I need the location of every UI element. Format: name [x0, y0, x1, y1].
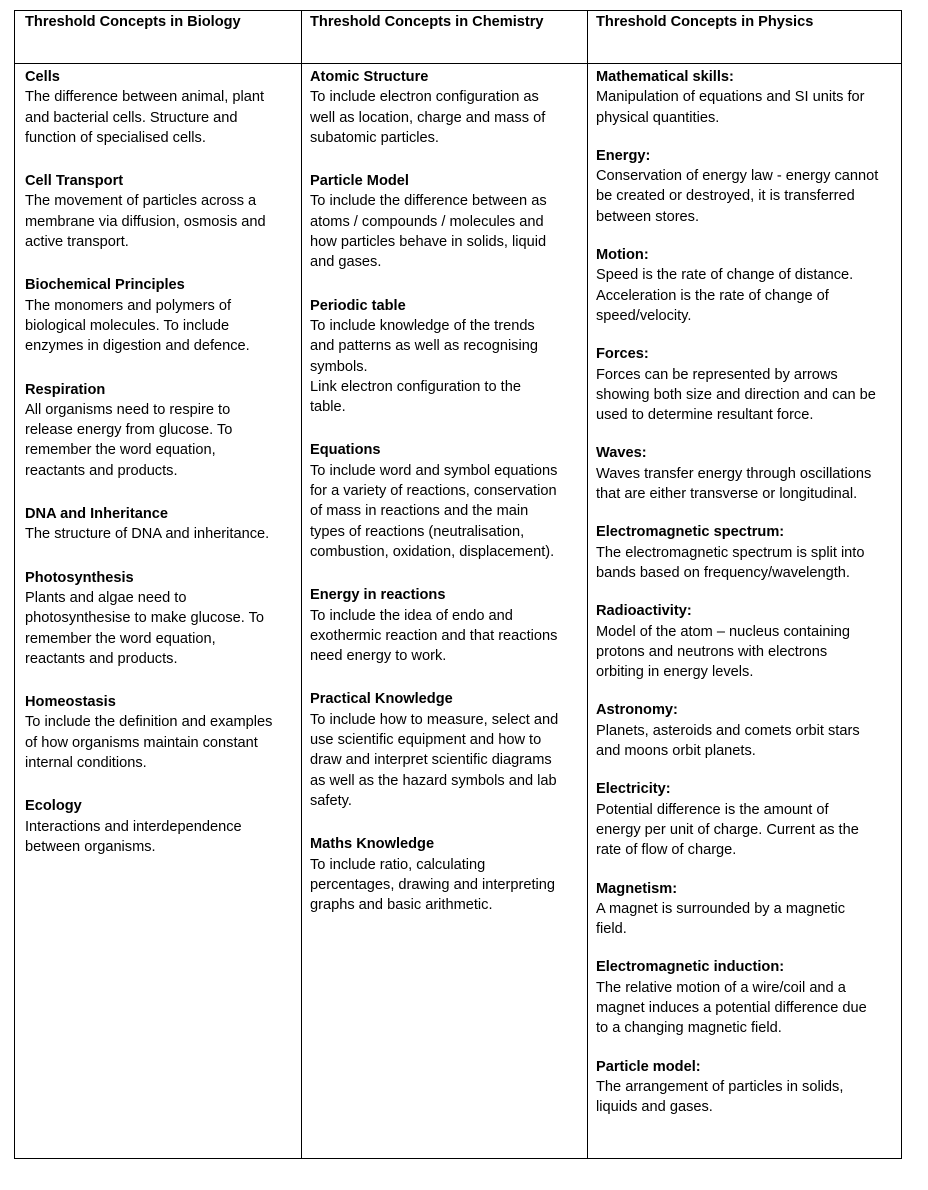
- concept-description: Manipulation of equations and SI units for physical quantities.: [596, 89, 865, 126]
- concept-description: The monomers and polymers of biological molecules. To include enzymes in digestion and defence.: [25, 297, 250, 355]
- concept-item: [596, 1057, 899, 1118]
- concept-description: To include word and symbol equations for a variety of reactions, conservation of mass in reactions and the main types of reactions (neutralisation, combustion, oxidation, displacement).: [310, 462, 558, 560]
- concept-description: All organisms need to respire to release energy from glucose. To remember the word equation, reactants and products.: [25, 401, 233, 479]
- concept-title: Mathematical skills:: [596, 69, 734, 85]
- concept-item: [310, 585, 587, 666]
- concept-item: [25, 67, 301, 148]
- concept-description: A magnet is surrounded by a magnetic field.: [596, 900, 846, 938]
- concept-item: [25, 171, 301, 252]
- concept-title: Waves:: [596, 445, 647, 462]
- concept-description: To include knowledge of the trends and patterns as well as recognising symbols. Link electron configuration to the table.: [310, 317, 538, 416]
- concept-description: Interactions and interdependence between organisms.: [25, 818, 242, 855]
- biology-header: Threshold Concepts in Biology: [25, 14, 241, 30]
- concept-title: Photosynthesis: [25, 569, 134, 586]
- concept-title: Atomic Structure: [310, 69, 429, 85]
- concept-title: Electromagnetic induction:: [596, 959, 785, 976]
- concept-item: [596, 601, 899, 682]
- concept-item: [596, 779, 899, 860]
- concept-title: Particle model:: [596, 1058, 701, 1075]
- concept-title: Maths Knowledge: [310, 836, 435, 853]
- concept-item: [310, 834, 587, 915]
- concept-item: [596, 443, 899, 504]
- concept-title: Biochemical Principles: [25, 277, 185, 294]
- concept-title: DNA and Inheritance: [25, 506, 168, 523]
- concept-description: Planets, asteroids and comets orbit stars and moons orbit planets.: [596, 722, 860, 760]
- concept-title: Equations: [310, 442, 381, 459]
- concept-title: Radioactivity:: [596, 603, 692, 620]
- concept-description: The movement of particles across a membrane via diffusion, osmosis and active transport.: [25, 193, 266, 251]
- concept-item: [596, 67, 899, 128]
- concept-description: To include the difference between as atoms / compounds / molecules and how particles behave in solids, liquid and gases.: [310, 193, 547, 271]
- concept-item: [310, 296, 587, 418]
- concept-description: The relative motion of a wire/coil and a magnet induces a potential difference due to a changing magnetic field.: [596, 979, 867, 1037]
- physics-column: [587, 11, 903, 1158]
- concept-title: Electromagnetic spectrum:: [596, 524, 785, 541]
- threshold-concepts-table: [14, 10, 902, 1159]
- concept-description: Plants and algae need to photosynthesise to make glucose. To remember the word equation, reactants and products.: [25, 589, 265, 667]
- chemistry-column: [301, 11, 587, 1158]
- concept-title: Magnetism:: [596, 880, 678, 897]
- concept-item: [25, 568, 301, 669]
- concept-item: [25, 692, 301, 773]
- concept-item: [310, 67, 587, 148]
- concept-description: Speed is the rate of change of distance. Acceleration is the rate of change of speed/velocity.: [596, 267, 854, 324]
- concept-description: The arrangement of particles in solids, liquids and gases.: [596, 1078, 844, 1116]
- concept-description: To include electron configuration as well as location, charge and mass of subatomic particles.: [310, 89, 546, 146]
- concept-description: The difference between animal, plant and bacterial cells. Structure and function of specialised cells.: [25, 89, 265, 146]
- concept-title: Cells: [25, 69, 60, 85]
- concept-item: [310, 689, 587, 811]
- biology-column: [15, 11, 301, 1158]
- concept-item: [596, 344, 899, 425]
- concept-title: Astronomy:: [596, 702, 678, 719]
- concept-description: Conservation of energy law - energy cannot be created or destroyed, it is transferred between stores.: [596, 168, 879, 225]
- concept-title: Practical Knowledge: [310, 691, 453, 708]
- concept-title: Periodic table: [310, 297, 406, 314]
- concept-item: [310, 440, 587, 562]
- concept-description: The structure of DNA and inheritance.: [25, 526, 270, 543]
- concept-item: [25, 380, 301, 481]
- concept-description: The electromagnetic spectrum is split into bands based on frequency/wavelength.: [596, 544, 865, 581]
- concept-title: Particle Model: [310, 173, 409, 190]
- concept-item: [25, 504, 301, 545]
- concept-item: [596, 245, 899, 326]
- concept-title: Energy in reactions: [310, 587, 446, 604]
- concept-title: Motion:: [596, 247, 649, 264]
- concept-description: To include how to measure, select and use scientific equipment and how to draw and interpret scientific diagrams as well as the hazard symbols and lab safety.: [310, 711, 559, 809]
- concept-description: Potential difference is the amount of energy per unit of charge. Current as the rate of flow of charge.: [596, 801, 859, 859]
- concept-description: To include the definition and examples of how organisms maintain constant internal conditions.: [25, 714, 273, 772]
- concept-title: Electricity:: [596, 781, 671, 798]
- concept-description: To include ratio, calculating percentages, drawing and interpreting graphs and basic arithmetic.: [310, 856, 556, 914]
- chemistry-header: Threshold Concepts in Chemistry: [310, 14, 544, 30]
- concept-item: [596, 522, 899, 583]
- concept-item: [596, 700, 899, 761]
- concept-title: Ecology: [25, 798, 82, 815]
- chemistry-items: [310, 63, 587, 915]
- concept-description: Waves transfer energy through oscillations that are either transverse or longitudinal.: [596, 465, 872, 503]
- physics-items: [596, 63, 899, 1117]
- physics-header: Threshold Concepts in Physics: [596, 14, 814, 30]
- concept-item: [310, 171, 587, 272]
- concept-description: Forces can be represented by arrows showing both size and direction and can be used to determine resultant force.: [596, 366, 876, 424]
- concept-item: [596, 879, 899, 940]
- concept-item: [596, 146, 899, 227]
- concept-description: To include the idea of endo and exothermic reaction and that reactions need energy to work.: [310, 607, 558, 665]
- concept-item: [596, 957, 899, 1038]
- concept-item: [25, 275, 301, 356]
- concept-item: [25, 796, 301, 857]
- concept-title: Cell Transport: [25, 173, 124, 190]
- concept-description: Model of the atom – nucleus containing protons and neutrons with electrons orbiting in energy levels.: [596, 623, 850, 681]
- biology-items: [25, 63, 301, 857]
- concept-title: Energy:: [596, 147, 651, 164]
- concept-title: Homeostasis: [25, 694, 116, 711]
- concept-title: Forces:: [596, 346, 649, 363]
- concept-title: Respiration: [25, 381, 106, 398]
